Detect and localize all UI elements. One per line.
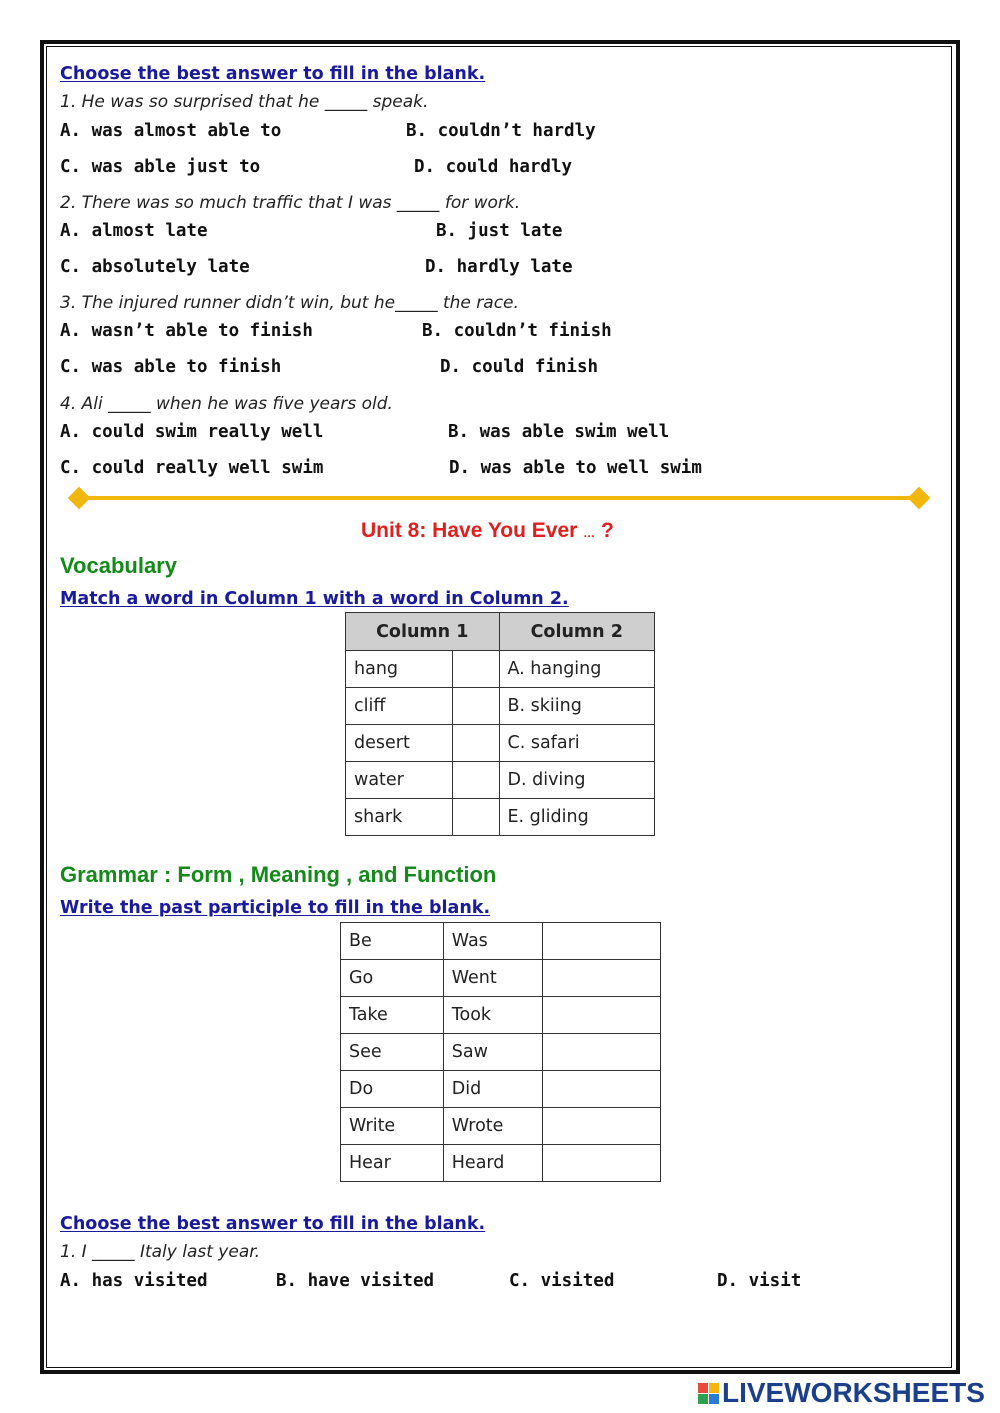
s2-option-b[interactable]: B. have visited bbox=[276, 1271, 435, 1291]
vocabulary-instruction: Match a word in Column 1 with a word in Column 2. bbox=[60, 589, 569, 609]
s2-option-c[interactable]: C. visited bbox=[509, 1271, 615, 1291]
column-2-word: A. hanging bbox=[499, 651, 655, 688]
table-row bbox=[341, 997, 661, 1034]
grammar-heading: Grammar : Form , Meaning , and Function bbox=[60, 862, 497, 887]
base-verb: Go bbox=[341, 960, 444, 997]
grammar-instruction: Write the past participle to fill in the blank. bbox=[60, 898, 491, 918]
vocabulary-heading: Vocabulary bbox=[60, 553, 177, 578]
column-2-word: C. safari bbox=[499, 725, 655, 762]
past-participle-input[interactable] bbox=[542, 1145, 660, 1182]
table-row bbox=[346, 799, 655, 836]
question-3: 3. The injured runner didn’t win, but he_____ the race. bbox=[60, 293, 519, 313]
section-divider bbox=[78, 496, 920, 500]
base-verb: See bbox=[341, 1034, 444, 1071]
past-participle-input[interactable] bbox=[542, 1034, 660, 1071]
base-verb: Do bbox=[341, 1071, 444, 1108]
column-1-word: cliff bbox=[346, 688, 453, 725]
q2-option-a[interactable]: A. almost late bbox=[60, 221, 208, 241]
base-verb: Be bbox=[341, 923, 444, 960]
q3-option-a[interactable]: A. wasn’t able to finish bbox=[60, 321, 313, 341]
base-verb: Write bbox=[341, 1108, 444, 1145]
past-participle-input[interactable] bbox=[542, 1071, 660, 1108]
q1-option-a[interactable]: A. was almost able to bbox=[60, 121, 282, 141]
past-simple: Did bbox=[443, 1071, 542, 1108]
q2-option-d[interactable]: D. hardly late bbox=[425, 257, 573, 277]
q3-option-c[interactable]: C. was able to finish bbox=[60, 357, 282, 377]
column-1-word: hang bbox=[346, 651, 453, 688]
q1-option-d[interactable]: D. could hardly bbox=[414, 157, 573, 177]
logo-mark-icon bbox=[698, 1383, 719, 1404]
past-simple: Saw bbox=[443, 1034, 542, 1071]
q4-option-c[interactable]: C. could really well swim bbox=[60, 458, 324, 478]
match-answer-cell[interactable] bbox=[452, 762, 499, 799]
q3-option-b[interactable]: B. couldn’t finish bbox=[422, 321, 612, 341]
base-verb: Take bbox=[341, 997, 444, 1034]
column-1-word: water bbox=[346, 762, 453, 799]
past-simple: Wrote bbox=[443, 1108, 542, 1145]
table-row bbox=[341, 1071, 661, 1108]
match-table bbox=[345, 612, 655, 836]
column-1-word: shark bbox=[346, 799, 453, 836]
liveworksheets-logo bbox=[698, 1377, 985, 1409]
match-answer-cell[interactable] bbox=[452, 688, 499, 725]
q1-option-c[interactable]: C. was able just to bbox=[60, 157, 261, 177]
column-2-word: B. skiing bbox=[499, 688, 655, 725]
table-row bbox=[346, 762, 655, 799]
match-answer-cell[interactable] bbox=[452, 651, 499, 688]
past-participle-input[interactable] bbox=[542, 997, 660, 1034]
column-1-header: Column 1 bbox=[346, 613, 500, 651]
s2-option-a[interactable]: A. has visited bbox=[60, 1271, 208, 1291]
q4-option-a[interactable]: A. could swim really well bbox=[60, 422, 324, 442]
question-2: 2. There was so much traffic that I was _____ for work. bbox=[60, 193, 521, 213]
q4-option-d[interactable]: D. was able to well swim bbox=[449, 458, 702, 478]
question-4: 4. Ali _____ when he was five years old. bbox=[60, 394, 393, 414]
unit-title: Unit 8: Have You Ever … ? bbox=[361, 519, 614, 542]
q2-option-c[interactable]: C. absolutely late bbox=[60, 257, 250, 277]
q2-option-b[interactable]: B. just late bbox=[436, 221, 563, 241]
section1-instruction: Choose the best answer to fill in the blank. bbox=[60, 64, 486, 84]
past-participle-input[interactable] bbox=[542, 923, 660, 960]
question-1: 1. He was so surprised that he _____ speak. bbox=[60, 92, 429, 112]
past-participle-input[interactable] bbox=[542, 1108, 660, 1145]
table-row bbox=[346, 725, 655, 762]
section2-question-1: 1. I _____ Italy last year. bbox=[60, 1242, 261, 1262]
table-row bbox=[341, 1108, 661, 1145]
past-simple: Went bbox=[443, 960, 542, 997]
table-row bbox=[341, 923, 661, 960]
s2-option-d[interactable]: D. visit bbox=[717, 1271, 802, 1291]
section2-instruction: Choose the best answer to fill in the blank. bbox=[60, 1214, 486, 1234]
column-2-word: D. diving bbox=[499, 762, 655, 799]
table-row bbox=[341, 960, 661, 997]
q1-option-b[interactable]: B. couldn’t hardly bbox=[406, 121, 596, 141]
q4-option-b[interactable]: B. was able swim well bbox=[448, 422, 670, 442]
match-answer-cell[interactable] bbox=[452, 725, 499, 762]
column-1-word: desert bbox=[346, 725, 453, 762]
table-row bbox=[341, 1145, 661, 1182]
past-simple: Took bbox=[443, 997, 542, 1034]
table-row bbox=[346, 651, 655, 688]
column-2-header: Column 2 bbox=[499, 613, 655, 651]
past-simple: Heard bbox=[443, 1145, 542, 1182]
table-row bbox=[346, 688, 655, 725]
past-participle-input[interactable] bbox=[542, 960, 660, 997]
past-participle-table bbox=[340, 922, 661, 1182]
column-2-word: E. gliding bbox=[499, 799, 655, 836]
logo-text: LIVEWORKSHEETS bbox=[722, 1377, 985, 1408]
q3-option-d[interactable]: D. could finish bbox=[440, 357, 599, 377]
match-answer-cell[interactable] bbox=[452, 799, 499, 836]
table-row bbox=[341, 1034, 661, 1071]
base-verb: Hear bbox=[341, 1145, 444, 1182]
past-simple: Was bbox=[443, 923, 542, 960]
